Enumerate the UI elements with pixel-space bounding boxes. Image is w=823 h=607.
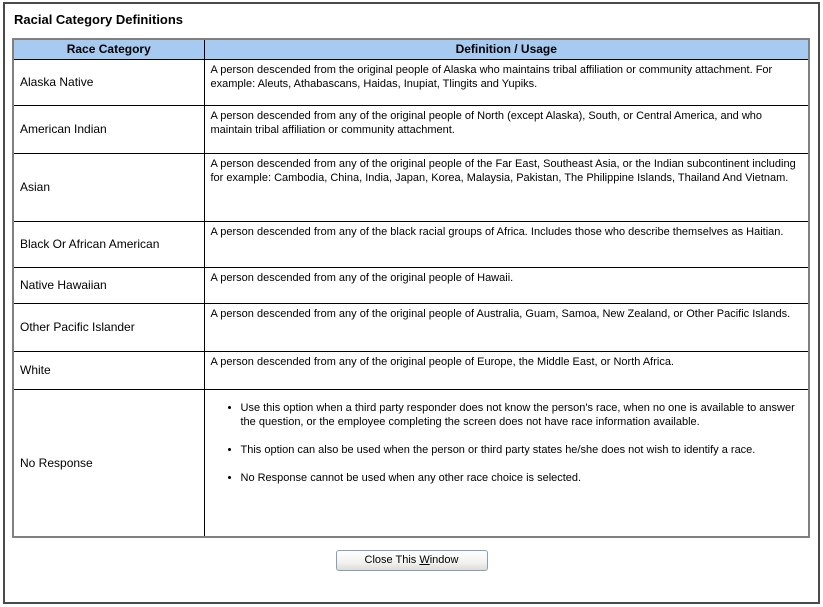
column-header-race-category: Race Category bbox=[13, 39, 204, 59]
table-row-black-or-african-american bbox=[13, 221, 809, 267]
table-row-asian bbox=[13, 153, 809, 221]
table-row-native-hawaiian bbox=[13, 267, 809, 303]
definition-cell: A person descended from any of the original people of Europe, the Middle East, or North Africa. bbox=[204, 351, 809, 389]
bullet-item: • No Response cannot be used when any other race choice is selected. bbox=[241, 471, 803, 485]
definition-cell: A person descended from any of the original people of Hawaii. bbox=[204, 267, 809, 303]
race-category-cell: Asian bbox=[13, 153, 204, 221]
race-category-cell: No Response bbox=[13, 389, 204, 537]
race-category-cell: Native Hawaiian bbox=[13, 267, 204, 303]
close-button-accesskey: W bbox=[419, 554, 430, 566]
table-row-white bbox=[13, 351, 809, 389]
dialog-frame bbox=[3, 2, 820, 604]
definition-cell: A person descended from the original people of Alaska who maintains tribal affiliation or community attachment. For example: Aleuts, Athabascans, Haidas, Inupiat, Tlingits and Yupiks. bbox=[204, 59, 809, 105]
bullet-item: • This option can also be used when the person or third party states he/she does not wish to identify a race. bbox=[241, 443, 803, 457]
definition-cell: A person descended from any of the original people of Australia, Guam, Samoa, New Zealand, or Other Pacific Islands. bbox=[204, 303, 809, 351]
column-header-definition-usage: Definition / Usage bbox=[204, 39, 809, 59]
definition-cell: A person descended from any of the black racial groups of Africa. Includes those who describe themselves as Haitian. bbox=[204, 221, 809, 267]
definition-cell: A person descended from any of the original people of the Far East, Southeast Asia, or the Indian subcontinent including for example: Cambodia, China, India, Japan, Korea, Malaysia, Pakistan, The Philippine Islands, Thailand And Vietnam. bbox=[204, 153, 809, 221]
table-row-american-indian bbox=[13, 105, 809, 153]
no-response-bullet-list bbox=[241, 401, 803, 485]
race-category-cell: American Indian bbox=[13, 105, 204, 153]
close-window-button[interactable] bbox=[336, 550, 488, 571]
close-button-label-pre: Close This bbox=[364, 554, 420, 566]
race-category-cell: Black Or African American bbox=[13, 221, 204, 267]
page-title: Racial Category Definitions bbox=[14, 12, 184, 27]
close-button-label-post: indow bbox=[429, 554, 459, 566]
table-row-no-response bbox=[13, 389, 809, 537]
header-row bbox=[13, 39, 809, 59]
definition-cell: A person descended from any of the original people of North (except Alaska), South, or Central America, and who maintain tribal affiliation or community attachment. bbox=[204, 105, 809, 153]
bullet-item: • Use this option when a third party responder does not know the person's race, when no one is available to answer the question, or the employee completing the screen does not have race information available. bbox=[241, 401, 803, 429]
button-bar bbox=[5, 550, 818, 571]
race-definitions-table bbox=[12, 38, 810, 538]
table-row-alaska-native bbox=[13, 59, 809, 105]
race-category-cell: Other Pacific Islander bbox=[13, 303, 204, 351]
table-row-other-pacific-islander bbox=[13, 303, 809, 351]
definition-cell bbox=[204, 389, 809, 537]
race-category-cell: Alaska Native bbox=[13, 59, 204, 105]
race-category-cell: White bbox=[13, 351, 204, 389]
